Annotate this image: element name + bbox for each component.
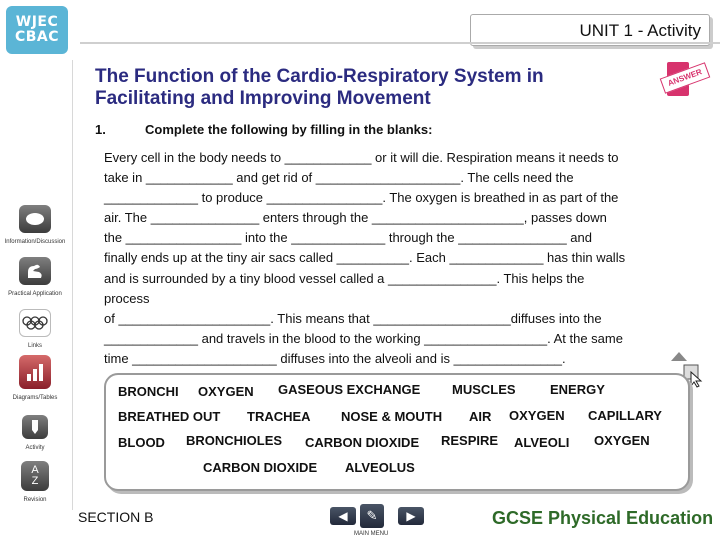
word-bank-item[interactable]: BLOOD (118, 435, 165, 450)
passage-line: of _____________________. This means that ___________________diffuses into the (104, 310, 602, 326)
fill-in-passage (104, 148, 684, 369)
passage-line: _____________ and travels in the blood to the working _________________. At the same (104, 330, 623, 346)
word-bank-item[interactable]: TRACHEA (247, 409, 311, 424)
passage-line: and is surrounded by a tiny blood vessel called a _______________. This helps the (104, 270, 585, 286)
sidebar-item-links[interactable] (0, 309, 70, 349)
word-bank-item[interactable]: RESPIRE (441, 433, 499, 448)
question-number: 1. (95, 122, 106, 137)
main-menu-label: MAIN MENU (354, 531, 389, 537)
a-to-z-icon: A Z (21, 461, 49, 491)
header-divider (80, 42, 720, 44)
sidebar-item-label: Activity (25, 445, 45, 451)
answer-button[interactable] (666, 62, 704, 96)
word-bank-item[interactable]: CAPILLARY (588, 408, 662, 423)
arrow-left-icon: ◀ (338, 509, 348, 523)
next-page-button[interactable] (398, 507, 424, 525)
main-menu-button[interactable] (360, 504, 384, 528)
word-bank-item[interactable]: OXYGEN (198, 384, 254, 399)
sidebar-item-label: Practical Application (8, 291, 62, 297)
pencil-icon: ✎ (366, 508, 378, 523)
scroll-up-arrow-icon[interactable] (670, 352, 688, 362)
bar-chart-icon (19, 355, 51, 389)
sidebar-item-label: Diagrams/Tables (12, 395, 58, 401)
sidebar-item-label: Revision (23, 497, 47, 503)
sidebar-item-diagrams[interactable] (0, 355, 70, 401)
pencil-icon (22, 415, 48, 439)
sidebar-item-activity[interactable] (0, 415, 70, 451)
sidebar-item-label: Links (27, 343, 42, 349)
word-bank-item[interactable]: BRONCHIOLES (186, 433, 283, 448)
sidebar-item-revision[interactable] (0, 461, 70, 503)
sidebar-item-practical[interactable] (0, 257, 70, 297)
word-bank-item[interactable]: GASEOUS EXCHANGE (278, 382, 421, 397)
word-bank-item[interactable]: ENERGY (550, 382, 605, 397)
passage-line: take in ____________ and get rid of ____________________. The cells need the (104, 170, 574, 186)
section-label: SECTION B (78, 509, 154, 525)
answer-label: ANSWER (660, 62, 711, 93)
word-bank-item[interactable]: CARBON DIOXIDE (203, 460, 318, 475)
passage-line: finally ends up at the tiny air sacs called __________. Each _____________ has thin walls (104, 250, 626, 266)
speech-bubble-icon (19, 205, 51, 233)
passage-line: air. The _______________ enters through the _____________________, passes down (104, 210, 607, 226)
passage-line: process (104, 290, 150, 306)
sidebar-divider (72, 60, 73, 510)
passage-line: time ____________________ diffuses into the alveoli and is _______________. (104, 350, 566, 366)
logo-line-2: CBAC (14, 29, 60, 45)
word-bank-item[interactable]: ALVEOLI (514, 435, 570, 450)
word-bank-item[interactable]: MUSCLES (452, 382, 516, 397)
olympic-rings-icon (19, 309, 51, 337)
word-bank-item[interactable]: OXYGEN (594, 433, 650, 448)
word-bank (104, 373, 690, 491)
word-bank-item[interactable]: BRONCHI (118, 384, 179, 399)
word-bank-item[interactable]: BREATHED OUT (118, 409, 221, 424)
page-title (95, 66, 655, 110)
word-bank-item[interactable]: CARBON DIOXIDE (305, 435, 420, 450)
brand-footer: GCSE Physical Education (492, 508, 714, 528)
sidebar-item-information[interactable] (0, 205, 70, 245)
question-instruction: Complete the following by filling in the blanks: (145, 122, 433, 137)
passage-line: the ________________ into the _____________ through the _______________ and (104, 230, 592, 246)
flexed-arm-icon (19, 257, 51, 285)
title-line-1: The Function of the Cardio-Respiratory System in (95, 66, 544, 87)
word-bank-item[interactable]: AIR (469, 409, 492, 424)
title-line-2: Facilitating and Improving Movement (95, 88, 431, 109)
sidebar-item-label: Information/Discussion (4, 239, 66, 245)
logo-line-1: WJEC (15, 14, 59, 31)
word-bank-item[interactable]: NOSE & MOUTH (341, 409, 443, 424)
passage-line: _____________ to produce ________________. The oxygen is breathed in as part of the (104, 190, 619, 206)
arrow-right-icon: ▶ (406, 509, 416, 523)
word-bank-item[interactable]: OXYGEN (509, 408, 565, 423)
previous-page-button[interactable] (330, 507, 356, 525)
word-bank-item[interactable]: ALVEOLUS (345, 460, 415, 475)
wjec-cbac-logo (6, 6, 68, 54)
passage-line: Every cell in the body needs to ____________ or it will die. Respiration means it needs to (104, 150, 619, 165)
unit-label: UNIT 1 - Activity (470, 14, 710, 46)
